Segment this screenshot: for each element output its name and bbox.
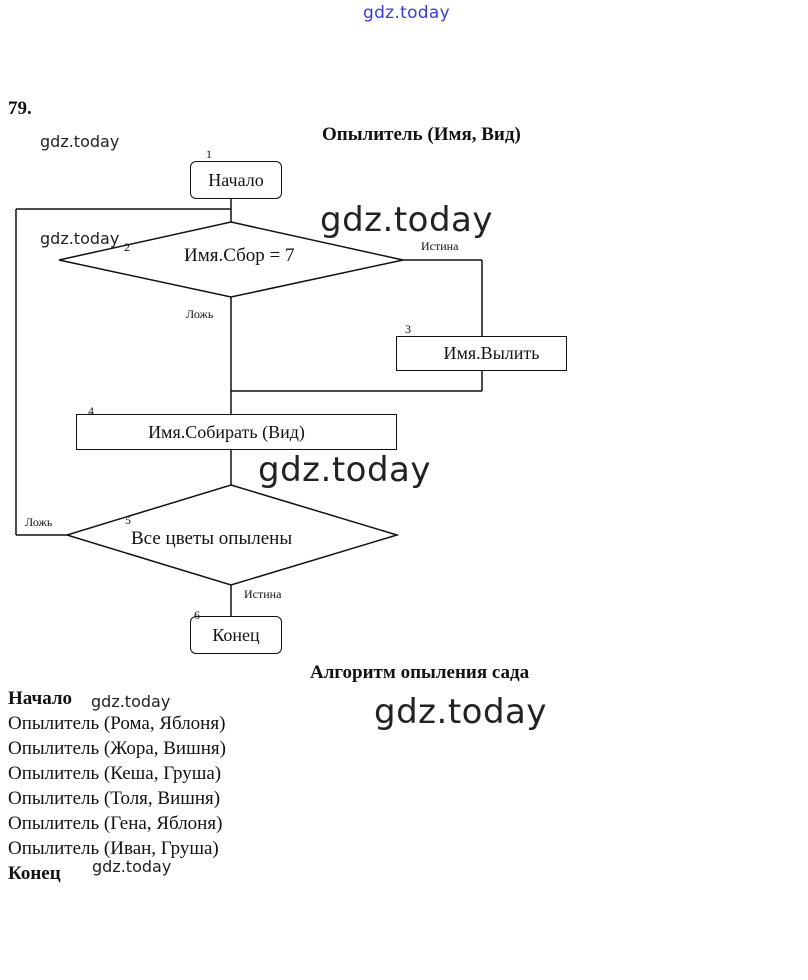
end-block — [190, 616, 282, 654]
action-4-block — [76, 414, 397, 450]
procedure-title: Опылитель (Имя, Вид) — [322, 124, 521, 145]
condition-1-false-label: Ложь — [186, 307, 214, 321]
program-line: Опылитель (Гена, Яблоня) — [8, 813, 223, 834]
program-begin: Начало — [8, 688, 73, 709]
condition-5-true-label: Истина — [244, 587, 282, 601]
watermark-small-1: gdz.today — [40, 132, 120, 151]
action-4-label: Имя.Собирать (Вид) — [148, 421, 305, 442]
end-label: Конец — [212, 624, 260, 645]
watermark-small-2: gdz.today — [40, 229, 120, 248]
watermark-large-2: gdz.today — [258, 450, 431, 490]
block-number-5: 5 — [125, 513, 131, 527]
action-3-block — [396, 336, 567, 371]
block-number-2: 2 — [124, 240, 130, 254]
watermark-small-4: gdz.today — [92, 857, 172, 876]
program-line: Опылитель (Кеша, Груша) — [8, 763, 222, 784]
action-3-label: Имя.Вылить — [443, 343, 540, 363]
block-number-1: 1 — [206, 147, 212, 161]
watermark-large-3: gdz.today — [374, 692, 547, 732]
program-line: Опылитель (Иван, Груша) — [8, 838, 219, 859]
block-number-4: 4 — [88, 404, 94, 418]
condition-1-true-label: Истина — [421, 239, 459, 253]
task-number: 79. — [8, 98, 32, 119]
watermark-top: gdz.today — [363, 3, 450, 23]
block-number-3: 3 — [405, 322, 411, 336]
program-line: Опылитель (Рома, Яблоня) — [8, 713, 226, 734]
program-line: Опылитель (Жора, Вишня) — [8, 738, 226, 759]
block-number-6: 6 — [194, 608, 200, 622]
watermark-small-3: gdz.today — [91, 692, 171, 711]
condition-1-label: Имя.Сбор = 7 — [184, 245, 295, 266]
watermark-large-1: gdz.today — [320, 200, 493, 240]
condition-5-false-label: Ложь — [25, 515, 53, 529]
start-block — [190, 161, 282, 199]
condition-5-label: Все цветы опылены — [131, 528, 293, 549]
program-line: Опылитель (Толя, Вишня) — [8, 788, 221, 809]
program-end: Конец — [8, 863, 61, 884]
start-label: Начало — [208, 169, 264, 190]
algorithm-title: Алгоритм опыления сада — [310, 662, 530, 683]
